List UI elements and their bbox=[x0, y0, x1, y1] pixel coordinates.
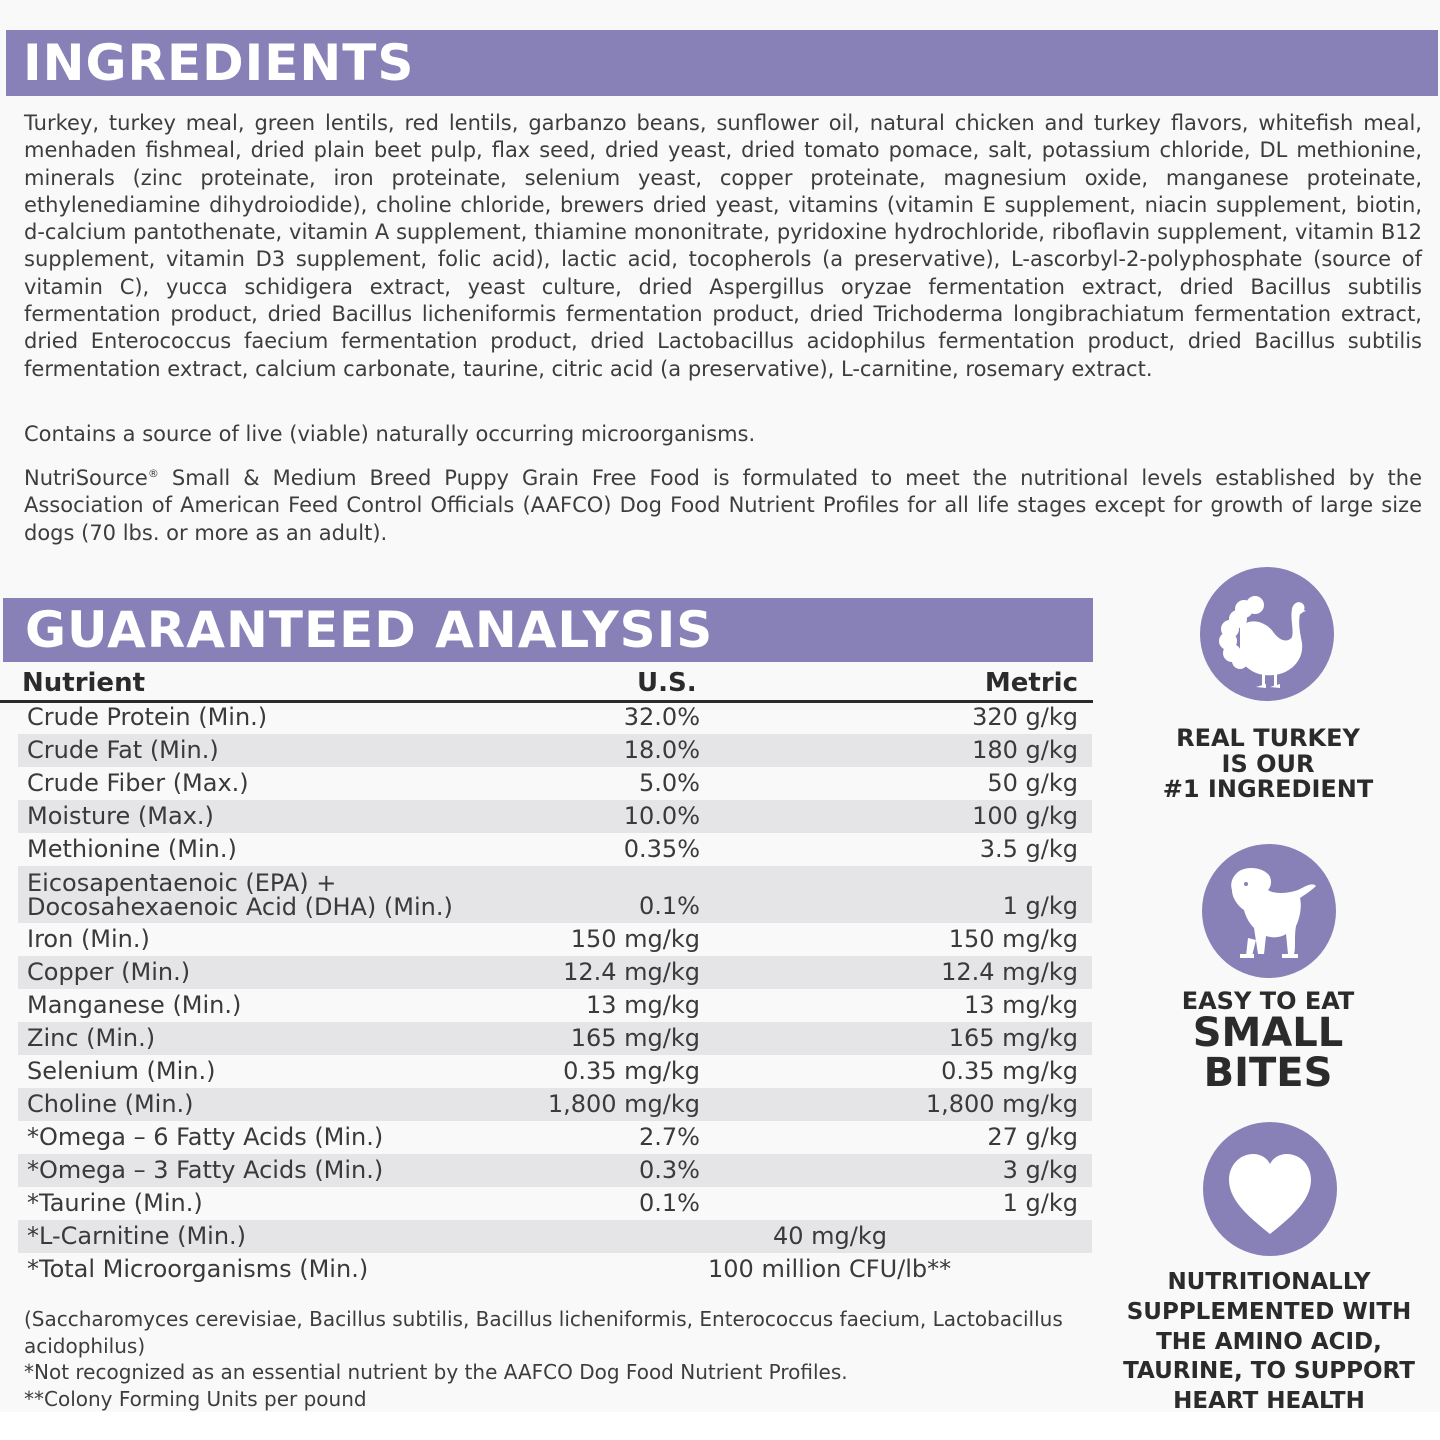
analysis-heading: GUARANTEED ANALYSIS bbox=[25, 601, 714, 659]
heart-claim-line4: TAURINE, TO SUPPORT bbox=[1123, 1358, 1415, 1385]
table-row bbox=[18, 1253, 1092, 1286]
metric-value: 1 g/kg bbox=[1002, 892, 1078, 920]
aafco-statement-text: Small & Medium Breed Puppy Grain Free Food is formulated to meet the nutritional levels established by the Association of American Feed Control Officials (AAFCO) Dog Food Nutrient Profiles for all life stages except for growth of large size dogs (70 lbs. or more as an adult). bbox=[24, 466, 1422, 545]
us-value: 0.3% bbox=[639, 1156, 700, 1184]
microorganisms-note: Contains a source of live (viable) naturally occurring microorganisms. bbox=[24, 422, 756, 446]
metric-value: 180 g/kg bbox=[972, 736, 1078, 764]
metric-value: 0.35 mg/kg bbox=[941, 1057, 1078, 1085]
nutrient-name: *L-Carnitine (Min.) bbox=[27, 1222, 247, 1250]
heart-icon bbox=[1203, 1122, 1337, 1256]
table-row bbox=[18, 734, 1092, 767]
metric-value: 1,800 mg/kg bbox=[925, 1090, 1078, 1118]
nutrient-name: Choline (Min.) bbox=[27, 1090, 194, 1118]
column-header-nutrient: Nutrient bbox=[22, 668, 146, 698]
nutrient-name: *Taurine (Min.) bbox=[27, 1189, 203, 1217]
metric-value: 100 g/kg bbox=[972, 802, 1078, 830]
table-row bbox=[18, 956, 1092, 989]
heart-claim-line1: NUTRITIONALLY bbox=[1167, 1269, 1371, 1295]
us-value: 0.35% bbox=[623, 835, 700, 863]
table-row bbox=[18, 866, 1092, 923]
bites-claim-line1: SMALL bbox=[1192, 1010, 1344, 1056]
us-value: 10.0% bbox=[623, 802, 700, 830]
nutrient-name: Crude Fat (Min.) bbox=[27, 736, 219, 764]
us-value: 32.0% bbox=[623, 703, 700, 731]
metric-value: 13 mg/kg bbox=[964, 991, 1078, 1019]
metric-value: 12.4 mg/kg bbox=[941, 958, 1078, 986]
table-row bbox=[18, 800, 1092, 833]
metric-value: 27 g/kg bbox=[987, 1123, 1078, 1151]
bites-claim-line2: BITES bbox=[1203, 1050, 1333, 1096]
us-value: 1,800 mg/kg bbox=[547, 1090, 700, 1118]
nutrient-name-line2: Docosahexaenoic Acid (DHA) (Min.) bbox=[27, 893, 453, 921]
table-row bbox=[18, 701, 1092, 734]
us-value: 2.7% bbox=[639, 1123, 700, 1151]
footnote-not-essential: *Not recognized as an essential nutrient by the AAFCO Dog Food Nutrient Profiles. bbox=[24, 1360, 848, 1384]
nutrient-name: Crude Protein (Min.) bbox=[27, 703, 268, 731]
nutrient-name: *Total Microorganisms (Min.) bbox=[27, 1255, 369, 1283]
analysis-footnotes bbox=[24, 1306, 1084, 1412]
registered-mark: ® bbox=[147, 467, 159, 480]
metric-value: 50 g/kg bbox=[987, 769, 1078, 797]
column-header-metric: Metric bbox=[984, 668, 1078, 698]
table-row bbox=[18, 1220, 1092, 1253]
table-row bbox=[18, 1088, 1092, 1121]
combined-value: 100 million CFU/lb** bbox=[708, 1255, 952, 1283]
us-value: 165 mg/kg bbox=[570, 1024, 700, 1052]
bites-claim-top: EASY TO EAT bbox=[1181, 987, 1355, 1015]
us-value: 0.1% bbox=[639, 892, 700, 920]
heart-claim-line5: HEART HEALTH bbox=[1173, 1388, 1365, 1415]
table-row bbox=[18, 833, 1092, 866]
heart-badge bbox=[1203, 1122, 1337, 1256]
nutrient-name: Selenium (Min.) bbox=[27, 1057, 216, 1085]
puppy-icon bbox=[1202, 844, 1336, 978]
turkey-icon bbox=[1200, 567, 1334, 701]
turkey-claim-line1: REAL TURKEY bbox=[1176, 724, 1360, 752]
us-value: 12.4 mg/kg bbox=[563, 958, 700, 986]
table-row bbox=[18, 1022, 1092, 1055]
metric-value: 150 mg/kg bbox=[948, 925, 1078, 953]
us-value: 0.1% bbox=[639, 1189, 700, 1217]
metric-value: 3.5 g/kg bbox=[979, 835, 1078, 863]
puppy-badge bbox=[1202, 844, 1336, 978]
nutrient-name bbox=[27, 871, 453, 919]
aafco-brand: NutriSource bbox=[24, 466, 148, 490]
us-value: 150 mg/kg bbox=[570, 925, 700, 953]
analysis-table bbox=[18, 701, 1092, 1286]
analysis-table-header bbox=[0, 666, 1093, 703]
metric-value: 3 g/kg bbox=[1002, 1156, 1078, 1184]
nutrient-name: Manganese (Min.) bbox=[27, 991, 242, 1019]
turkey-claim-line2: IS OUR bbox=[1221, 749, 1315, 778]
nutrient-name: Moisture (Max.) bbox=[27, 802, 214, 830]
turkey-badge bbox=[1200, 567, 1334, 701]
us-value: 5.0% bbox=[639, 769, 700, 797]
bites-claim-big bbox=[1130, 1010, 1406, 1096]
nutrient-name: Zinc (Min.) bbox=[27, 1024, 156, 1052]
table-row bbox=[18, 1187, 1092, 1220]
analysis-banner bbox=[3, 598, 1093, 662]
metric-value: 320 g/kg bbox=[972, 703, 1078, 731]
metric-value: 165 mg/kg bbox=[948, 1024, 1078, 1052]
heart-claim-line3: THE AMINO ACID, bbox=[1156, 1328, 1382, 1355]
ingredients-banner bbox=[6, 30, 1438, 96]
ingredients-list: Turkey, turkey meal, green lentils, red lentils, garbanzo beans, sunflower oil, natural chicken and turkey flavors, whitefish meal, menhaden fishmeal, dried plain beet pulp, flax seed, dried yeast, dried tomato pomace, salt, potassium chloride, DL methionine, minerals (zinc proteinate, iron proteinate, selenium yeast, copper proteinate, magnesium oxide, manganese proteinate, ethylenediamine dihydroiodide), choline chloride, brewers dried yeast, vitamins (vitamin E supplement, niacin supplement, biotin, d-calcium pantothenate, vitamin A supplement, thiamine mononitrate, pyridoxine hydrochloride, riboflavin supplement, vitamin B12 supplement, vitamin D3 supplement, folic acid), lactic acid, tocopherols (a preservative), L-ascorbyl-2-polyphosphate (source of vitamin C), yucca schidigera extract, yeast culture, dried Aspergillus oryzae fermentation extract, dried Bacillus subtilis fermentation product, dried Bacillus licheniformis fermentation product, dried Trichoderma longibrachiatum fermentation extract, dried Enterococcus faecium fermentation product, dried Lactobacillus acidophilus fermentation product, dried Bacillus subtilis fermentation extract, calcium carbonate, taurine, citric acid (a preservative), L-carnitine, rosemary extract. bbox=[24, 111, 1422, 381]
nutrient-name: *Omega – 3 Fatty Acids (Min.) bbox=[27, 1156, 384, 1184]
table-row bbox=[18, 1121, 1092, 1154]
table-row bbox=[18, 1154, 1092, 1187]
nutrient-name: *Omega – 6 Fatty Acids (Min.) bbox=[27, 1123, 384, 1151]
us-value: 0.35 mg/kg bbox=[563, 1057, 700, 1085]
table-row bbox=[18, 767, 1092, 800]
heart-claim-line2: SUPPLEMENTED WITH bbox=[1126, 1298, 1412, 1325]
footnote-cfu: **Colony Forming Units per pound bbox=[24, 1386, 367, 1411]
us-value: 13 mg/kg bbox=[586, 991, 700, 1019]
nutrient-name: Copper (Min.) bbox=[27, 958, 191, 986]
turkey-claim-line3: #1 INGREDIENT bbox=[1162, 775, 1374, 803]
aafco-statement bbox=[24, 460, 1422, 547]
us-value: 18.0% bbox=[623, 736, 700, 764]
turkey-claim bbox=[1130, 726, 1406, 803]
ingredients-heading: INGREDIENTS bbox=[23, 34, 415, 92]
table-row bbox=[18, 989, 1092, 1022]
table-row bbox=[18, 923, 1092, 956]
nutrient-name: Methionine (Min.) bbox=[27, 835, 237, 863]
nutrient-name: Crude Fiber (Max.) bbox=[27, 769, 249, 797]
table-row bbox=[18, 1055, 1092, 1088]
column-header-us: U.S. bbox=[637, 668, 697, 698]
metric-value: 1 g/kg bbox=[1002, 1189, 1078, 1217]
footnote-microorganisms: (Saccharomyces cerevisiae, Bacillus subtilis, Bacillus licheniformis, Enterococcus faecium, Lactobacillus acidophilus) bbox=[24, 1307, 1063, 1358]
nutrient-name: Iron (Min.) bbox=[27, 925, 150, 953]
combined-value: 40 mg/kg bbox=[773, 1222, 887, 1250]
nutrient-name-line1: Eicosapentaenoic (EPA) + bbox=[27, 869, 337, 897]
heart-claim bbox=[1108, 1268, 1430, 1417]
